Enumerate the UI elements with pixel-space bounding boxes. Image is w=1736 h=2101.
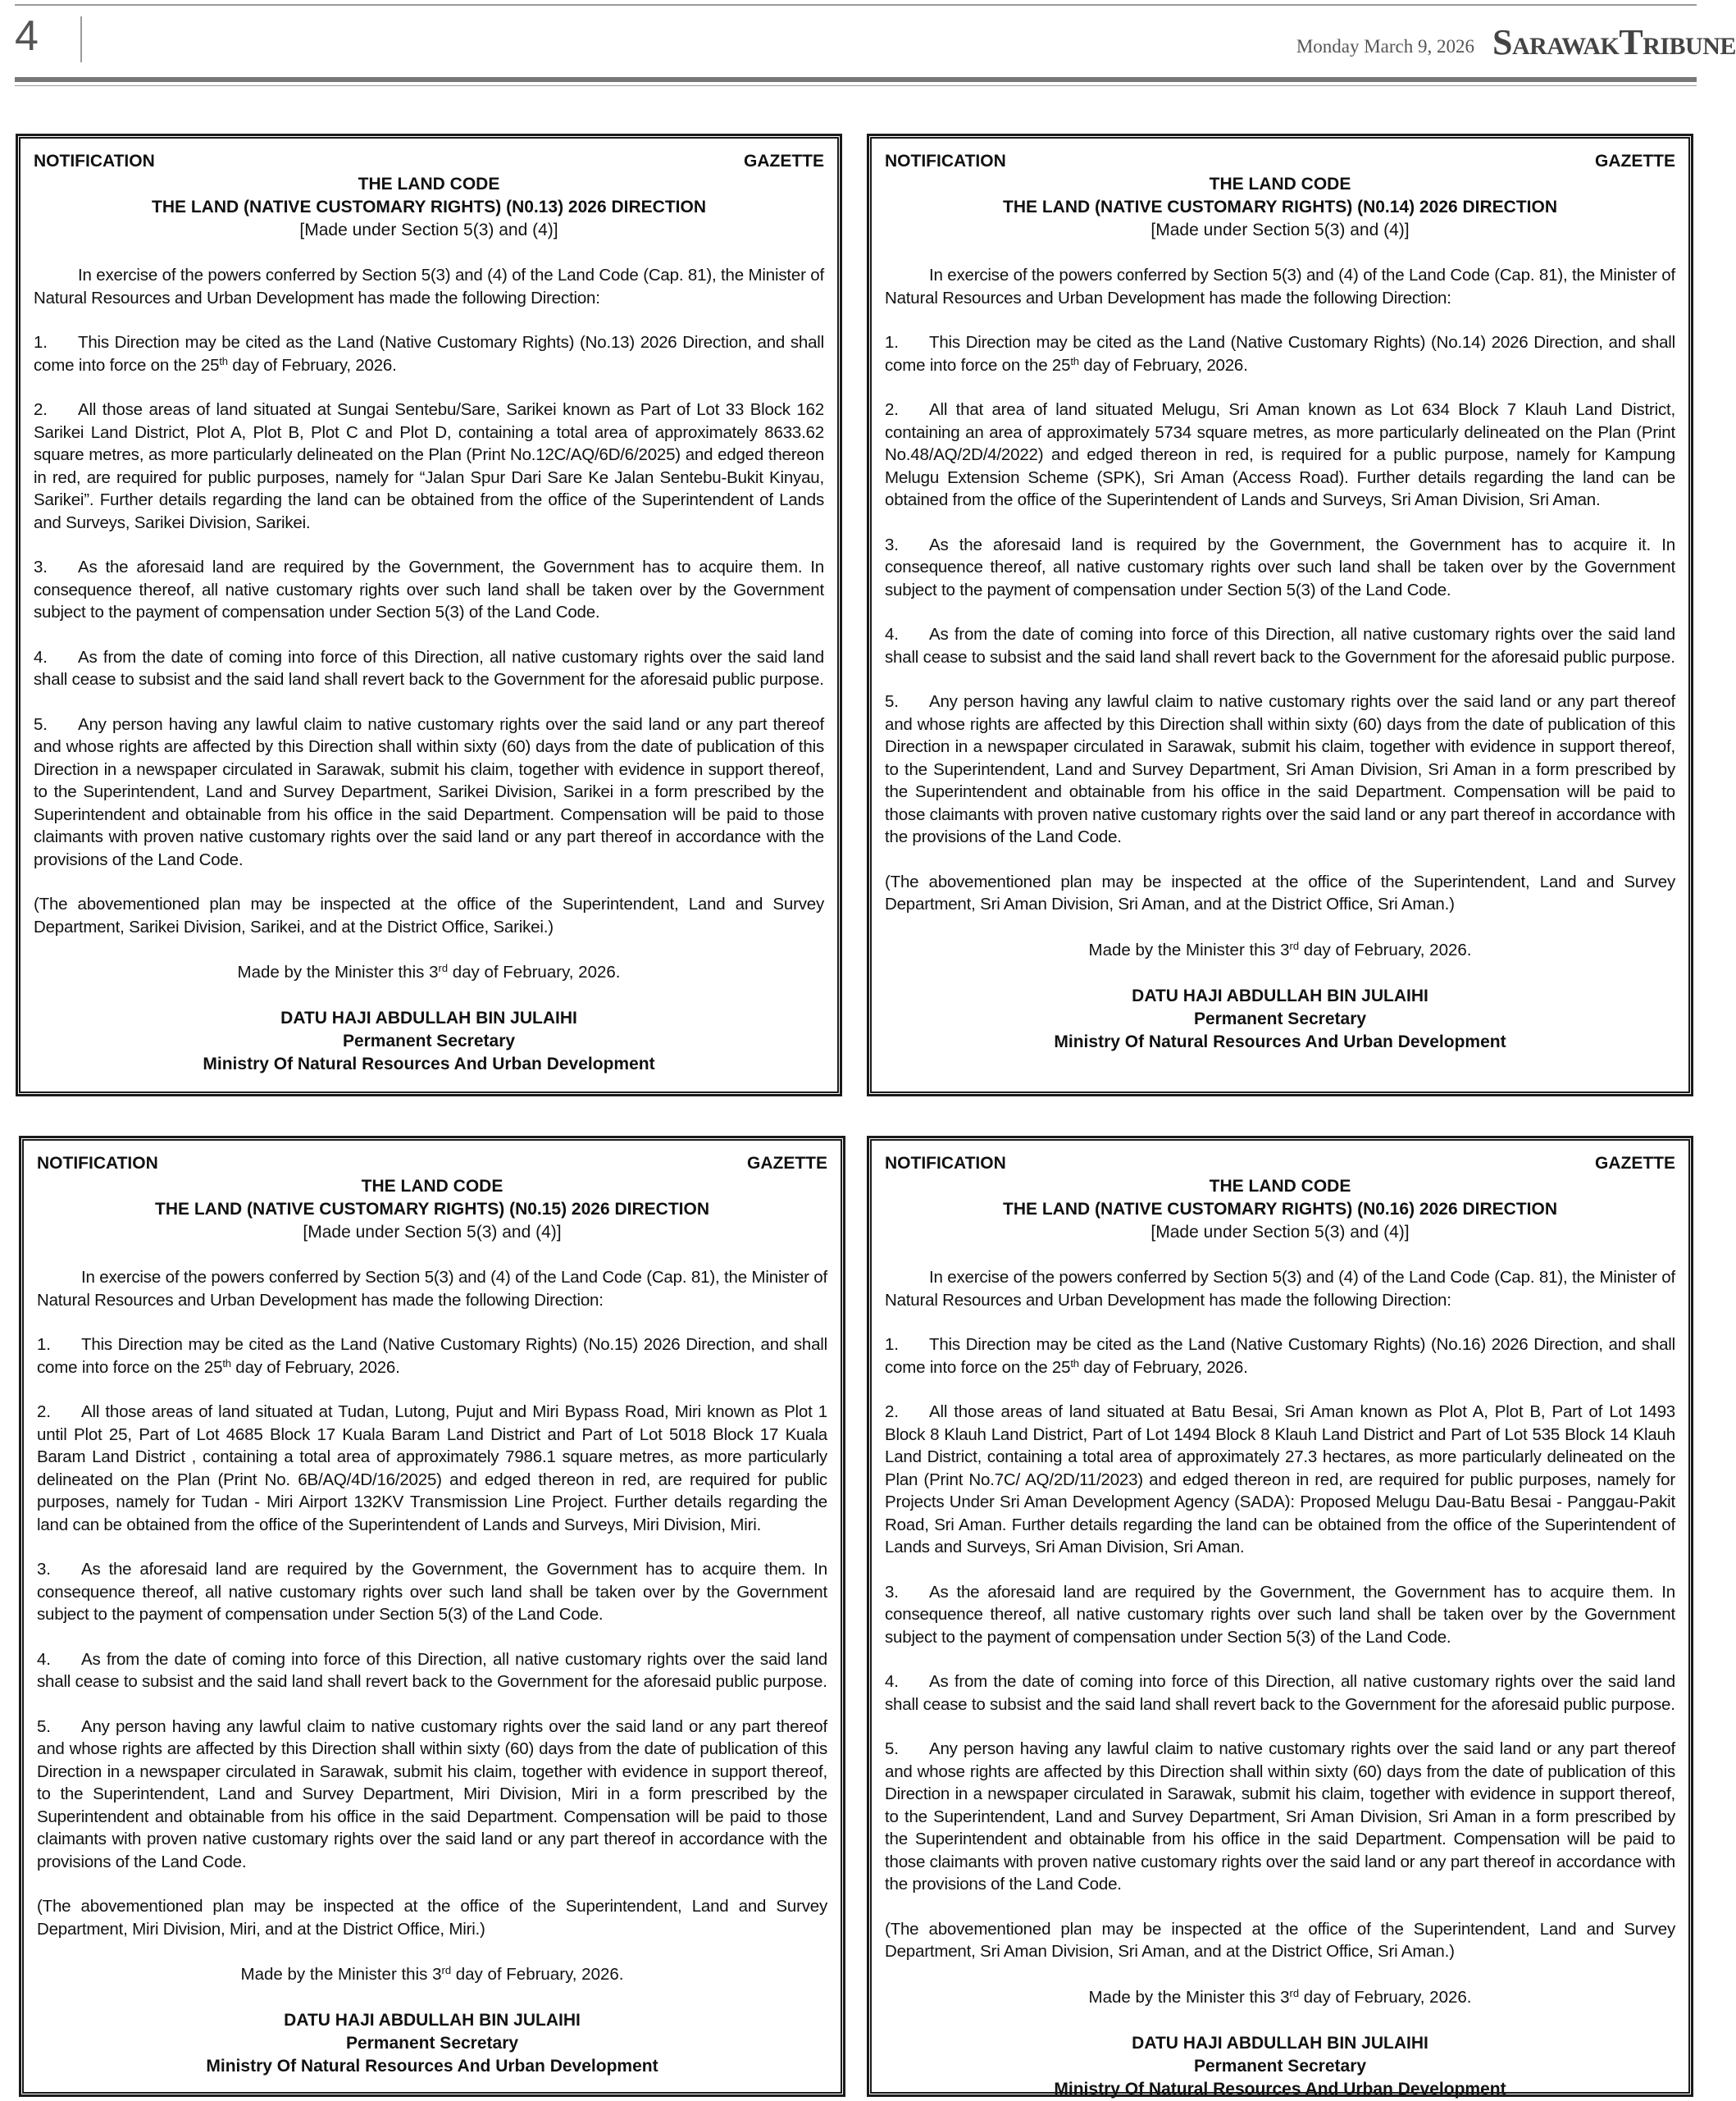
paragraph-text: This Direction may be cited as the Land (Native Customary Rights) (No.15) 2026 Direction, and shall come into force on the 25 — [37, 1335, 827, 1377]
signatory-ministry: Ministry Of Natural Resources And Urban Development — [1054, 1032, 1506, 1051]
made-text: Made by the Minister this 3 — [1088, 1987, 1290, 2007]
notice-title: THE LAND CODE — [358, 175, 500, 194]
masthead-part: ARAWAK — [1511, 33, 1620, 60]
notice-header — [885, 150, 1675, 173]
paragraph-text: This Direction may be cited as the Land (Native Customary Rights) (No.14) 2026 Direction, and shall come into force on the 25 — [885, 333, 1675, 375]
plan-inspection-note: (The abovementioned plan may be inspected at the office of the Superintendent, Land and Survey Department, Sri Aman Division, Sri Aman, and at the District Office, Sri Aman.) — [885, 872, 1675, 914]
paragraph-number: 5. — [37, 1716, 51, 1736]
paragraph-text: As from the date of coming into force of this Direction, all native customary rights over the said land shall cease to subsist and the said land shall revert back to the Government for the aforesaid public purpose. — [885, 625, 1675, 667]
made-text: Made by the Minister this 3 — [240, 1965, 442, 1984]
signatory-ministry: Ministry Of Natural Resources And Urban Development — [203, 1055, 655, 1073]
header-rule — [15, 77, 1697, 82]
header-rule-thin — [15, 85, 1697, 86]
direction-title: THE LAND (NATIVE CUSTOMARY RIGHTS) (N0.13) 2026 DIRECTION — [152, 198, 706, 216]
made-under: [Made under Section 5(3) and (4)] — [1150, 1223, 1410, 1242]
signatory-position: Permanent Secretary — [1193, 1009, 1367, 1028]
paragraph-number: 3. — [37, 1560, 51, 1579]
paragraph-number: 5. — [34, 714, 48, 734]
signatory-ministry: Ministry Of Natural Resources And Urban Development — [206, 2057, 658, 2076]
paragraph-number: 2. — [885, 400, 899, 419]
paragraph-2 — [885, 1401, 1675, 1559]
paragraph-2 — [34, 399, 824, 534]
notification-label: NOTIFICATION — [37, 1154, 158, 1173]
ordinal-suffix: th — [222, 1356, 231, 1370]
notice-header — [885, 1152, 1675, 1175]
paragraph-number: 5. — [885, 692, 899, 711]
paragraph-5 — [34, 713, 824, 872]
paragraph-text: Any person having any lawful claim to native customary rights over the said land or any part thereof and whose rights are affected by this Direction shall within sixty (60) days from the date of publication of this Direction in a newspaper circulated in Sarawak, submit his claim, together with evidence in support thereof, to the Superintendent, Land and Survey Department, Sri Aman Division, Sri Aman in a form prescribed by the Superintendent and obtainable from his office in the said Department. Compensation will be paid to those claimants with proven native customary rights over the said land or any part thereof in accordance with the provisions of the Land Code. — [885, 1739, 1675, 1894]
gazette-label: GAZETTE — [1595, 1154, 1675, 1173]
paragraph-2 — [37, 1401, 827, 1536]
gazette-notice-13 — [16, 134, 841, 1096]
plan-inspection-note: (The abovementioned plan may be inspected at the office of the Superintendent, Land and Survey Department, Miri Division, Miri, and at the District Office, Miri.) — [37, 1897, 827, 1939]
made-text: Made by the Minister this 3 — [237, 963, 439, 982]
masthead-part: S — [1492, 22, 1512, 62]
made-by-line — [34, 961, 824, 984]
paragraph-number: 4. — [34, 647, 48, 667]
paragraph-number: 5. — [885, 1739, 899, 1758]
intro-paragraph: In exercise of the powers conferred by Section 5(3) and (4) of the Land Code (Cap. 81), the Minister of Natural Resources and Urban Development has made the following Direction: — [37, 1268, 827, 1310]
paragraph-text: As the aforesaid land are required by the Government, the Government has to acquire them. In consequence thereof, all native customary rights over such land shall be taken over by the Government subject to the payment of compensation under Section 5(3) of the Land Code. — [37, 1560, 827, 1624]
paragraph-text: All that area of land situated Melugu, Sri Aman known as Lot 634 Block 7 Klauh Land District, containing an area of approximately 5734 square metres, as more particularly delineated on the Plan (Print No.48/AQ/2D/4/2022) and edged thereon in red, is required for a public purpose, namely for Kampung Melugu Extension Scheme (SPK), Sri Aman (Access Road). Further details regarding the land can be obtained from the office of the Superintendent of Lands and Surveys, Sri Aman Division, Sri Aman. — [885, 400, 1675, 509]
paragraph-text: Any person having any lawful claim to native customary rights over the said land or any part thereof and whose rights are affected by this Direction shall within sixty (60) days from the date of publication of this Direction in a newspaper circulated in Sarawak, submit his claim, together with evidence in support thereof, to the Superintendent, Land and Survey Department, Miri Division, Miri in a form prescribed by the Superintendent and obtainable from his office in the said Department. Compensation will be paid to those claimants with proven native customary rights over the said land or any part thereof in accordance with the provisions of the Land Code. — [37, 1716, 827, 1871]
plan-inspection-note: (The abovementioned plan may be inspected at the office of the Superintendent, Land and Survey Department, Sri Aman Division, Sri Aman, and at the District Office, Sri Aman.) — [885, 1919, 1675, 1961]
gazette-label: GAZETTE — [1595, 152, 1675, 171]
signatory-name: DATU HAJI ABDULLAH BIN JULAIHI — [1132, 2033, 1428, 2053]
paragraph-number: 1. — [34, 333, 48, 352]
paragraph-number: 4. — [37, 1649, 51, 1669]
issue-date: Monday March 9, 2026 — [1296, 36, 1474, 57]
direction-title: THE LAND (NATIVE CUSTOMARY RIGHTS) (N0.15) 2026 DIRECTION — [155, 1200, 709, 1219]
paragraph-number: 2. — [37, 1402, 51, 1421]
gazette-notice-14 — [868, 134, 1693, 1096]
paragraph-number: 3. — [34, 558, 48, 577]
ordinal-suffix: th — [1070, 354, 1079, 367]
signatory-name: DATU HAJI ABDULLAH BIN JULAIHI — [280, 1009, 577, 1028]
signatory-name: DATU HAJI ABDULLAH BIN JULAIHI — [284, 2011, 581, 2030]
ordinal-suffix: rd — [1289, 939, 1300, 952]
gazette-notice-16 — [868, 1137, 1693, 2099]
notification-label: NOTIFICATION — [885, 1154, 1006, 1173]
made-under: [Made under Section 5(3) and (4)] — [1150, 221, 1410, 239]
made-text: day of February, 2026. — [448, 963, 621, 982]
made-text: day of February, 2026. — [1299, 940, 1472, 959]
paragraph-1 — [34, 331, 824, 376]
signatory-ministry: Ministry Of Natural Resources And Urban Development — [1054, 2079, 1506, 2099]
paragraph-3 — [885, 1581, 1675, 1649]
paragraph-number: 4. — [885, 1672, 899, 1691]
page-number-divider — [80, 16, 82, 62]
intro-paragraph: In exercise of the powers conferred by Section 5(3) and (4) of the Land Code (Cap. 81), the Minister of Natural Resources and Urban Development has made the following Direction: — [885, 1268, 1675, 1310]
paragraph-text: As the aforesaid land are required by the Government, the Government has to acquire them. In consequence thereof, all native customary rights over such land shall be taken over by the Government subject to the payment of compensation under Section 5(3) of the Land Code. — [34, 558, 824, 622]
masthead-part: T — [1619, 22, 1643, 62]
ordinal-suffix: rd — [441, 1964, 452, 1976]
paragraph-text: As the aforesaid land is required by the Government, the Government has to acquire it. In consequence thereof, all native customary rights over such land shall be taken over by the Government subject to the payment of compensation under Section 5(3) of the Land Code. — [885, 535, 1675, 599]
notification-label: NOTIFICATION — [885, 152, 1006, 171]
paragraph-number: 1. — [885, 1335, 899, 1354]
ordinal-suffix: rd — [438, 962, 449, 974]
made-by-line — [885, 1986, 1675, 2009]
notice-title: THE LAND CODE — [1209, 175, 1351, 194]
paragraph-number: 1. — [37, 1335, 51, 1354]
paragraph-1 — [885, 1333, 1675, 1379]
paragraph-text: All those areas of land situated at Batu Besai, Sri Aman known as Plot A, Plot B, Part of Lot 1493 Block 8 Klauh Land District, Part of Lot 1494 Block 8 Klauh Land District and Part of Lot 535 Block 14 Klauh Land District, containing a total area of approximately 27.3 hectares, as more particularly delineated on the Plan (Print No.7C/ AQ/2D/11/2023) and edged thereon in red, are required for public purposes, namely for Projects Under Sri Aman Development Agency (SADA): Proposed Melugu Dau-Batu Besai - Panggau-Pakit Road, Sri Aman. Further details regarding the land can be obtained from the office of the Superintendent of Lands and Surveys, Sri Aman Division, Sri Aman. — [885, 1402, 1675, 1556]
ordinal-suffix: th — [219, 354, 228, 367]
paragraph-text: day of February, 2026. — [227, 355, 397, 375]
paragraph-4 — [885, 1670, 1675, 1716]
paragraph-5 — [37, 1716, 827, 1874]
paragraph-1 — [37, 1333, 827, 1379]
paragraph-4 — [34, 646, 824, 691]
made-under: [Made under Section 5(3) and (4)] — [299, 221, 558, 239]
paragraph-number: 3. — [885, 1582, 899, 1602]
signatory-name: DATU HAJI ABDULLAH BIN JULAIHI — [1132, 986, 1428, 1005]
paragraph-text: As from the date of coming into force of this Direction, all native customary rights over the said land shall cease to subsist and the said land shall revert back to the Government for the aforesaid public purpose. — [885, 1672, 1675, 1714]
gazette-label: GAZETTE — [747, 1154, 827, 1173]
paragraph-text: All those areas of land situated at Tudan, Lutong, Pujut and Miri Bypass Road, Miri known as Plot 1 until Plot 25, Part of Lot 4685 Block 17 Kuala Baram Land District and Part of Lot 5018 Block 17 Kuala Baram Land District , containing a total area of approximately 7986.1 square metres, as more particularly delineated on the Plan (Print No. 6B/AQ/4D/16/2025) and edged thereon in red, are required for public purposes, namely for Tudan - Miri Airport 132KV Transmission Line Project. Further details regarding the land can be obtained from the office of the Superintendent of Lands and Surveys, Miri Division, Miri. — [37, 1402, 827, 1534]
notification-label: NOTIFICATION — [34, 152, 155, 171]
made-text: Made by the Minister this 3 — [1088, 940, 1290, 959]
paragraph-number: 4. — [885, 625, 899, 644]
paragraph-3 — [885, 534, 1675, 602]
direction-title: THE LAND (NATIVE CUSTOMARY RIGHTS) (N0.14) 2026 DIRECTION — [1003, 198, 1557, 216]
made-under: [Made under Section 5(3) and (4)] — [303, 1223, 562, 1242]
masthead-part: RIBUNE — [1643, 33, 1736, 60]
signatory-position: Permanent Secretary — [342, 1032, 516, 1050]
made-by-line — [885, 939, 1675, 962]
paragraph-5 — [885, 1738, 1675, 1896]
paragraph-text: This Direction may be cited as the Land (Native Customary Rights) (No.13) 2026 Direction, and shall come into force on the 25 — [34, 333, 824, 375]
paragraph-text: day of February, 2026. — [1078, 355, 1248, 375]
paragraph-2 — [885, 399, 1675, 512]
paragraph-text: Any person having any lawful claim to native customary rights over the said land or any part thereof and whose rights are affected by this Direction shall within sixty (60) days from the date of publication of this Direction in a newspaper circulated in Sarawak, submit his claim, together with evidence in support thereof, to the Superintendent, Land and Survey Department, Sarikei Division, Sarikei in a form prescribed by the Superintendent and obtainable from his office in the said Department. Compensation will be paid to those claimants with proven native customary rights over the said land or any part thereof in accordance with the provisions of the Land Code. — [34, 714, 824, 869]
paragraph-3 — [34, 556, 824, 624]
paragraph-text: As the aforesaid land are required by the Government, the Government has to acquire them. In consequence thereof, all native customary rights over such land shall be taken over by the Government subject to the payment of compensation under Section 5(3) of the Land Code. — [885, 1582, 1675, 1647]
ordinal-suffix: th — [1070, 1356, 1079, 1370]
paragraph-text: day of February, 2026. — [230, 1357, 400, 1377]
paragraph-4 — [37, 1648, 827, 1693]
plan-inspection-note: (The abovementioned plan may be inspected at the office of the Superintendent, Land and Survey Department, Sarikei Division, Sarikei, and at the District Office, Sarikei.) — [34, 895, 824, 937]
paragraph-number: 3. — [885, 535, 899, 554]
paragraph-text: All those areas of land situated at Sungai Sentebu/Sare, Sarikei known as Part of Lot 33 Block 162 Sarikei Land District, Plot A, Plot B, Plot C and Plot D, containing a total area of approximately 8633.62 square metres, as more particularly delineated on the Plan (Print No.12C/AQ/6D/6/2025) and edged thereon in red, are required for public purposes, namely for “Jalan Spur Dari Sare Ke Jalan Sentebu-Bukit Kinyau, Sarikei”. Further details regarding the land can be obtained from the office of the Superintendent of Lands and Surveys, Sarikei Division, Sarikei. — [34, 400, 824, 532]
made-text: day of February, 2026. — [1299, 1987, 1472, 2007]
paragraph-1 — [885, 331, 1675, 376]
gazette-notice-15 — [20, 1137, 845, 2096]
intro-paragraph: In exercise of the powers conferred by Section 5(3) and (4) of the Land Code (Cap. 81), the Minister of Natural Resources and Urban Development has made the following Direction: — [885, 266, 1675, 308]
paragraph-3 — [37, 1558, 827, 1626]
signatory-position: Permanent Secretary — [1193, 2056, 1367, 2076]
direction-title: THE LAND (NATIVE CUSTOMARY RIGHTS) (N0.16) 2026 DIRECTION — [1003, 1200, 1557, 1219]
paragraph-text: day of February, 2026. — [1078, 1357, 1248, 1377]
paragraph-number: 2. — [885, 1402, 899, 1421]
paragraph-text: Any person having any lawful claim to native customary rights over the said land or any part thereof and whose rights are affected by this Direction shall within sixty (60) days from the date of publication of this Direction in a newspaper circulated in Sarawak, submit his claim, together with evidence in support thereof, to the Superintendent, Land and Survey Department, Sri Aman Division, Sri Aman in a form prescribed by the Superintendent and obtainable from his office in the said Department. Compensation will be paid to those claimants with proven native customary rights over the said land or any part thereof in accordance with the provisions of the Land Code. — [885, 692, 1675, 846]
paragraph-text: This Direction may be cited as the Land (Native Customary Rights) (No.16) 2026 Direction, and shall come into force on the 25 — [885, 1335, 1675, 1377]
paragraph-text: As from the date of coming into force of this Direction, all native customary rights over the said land shall cease to subsist and the said land shall revert back to the Government for the aforesaid public purpose. — [37, 1649, 827, 1691]
paragraph-number: 1. — [885, 333, 899, 352]
notice-header — [37, 1152, 827, 1175]
paragraph-5 — [885, 690, 1675, 849]
newspaper-masthead — [1492, 22, 1736, 62]
made-by-line — [37, 1963, 827, 1986]
paragraph-4 — [885, 623, 1675, 668]
paragraph-text: As from the date of coming into force of this Direction, all native customary rights over the said land shall cease to subsist and the said land shall revert back to the Government for the aforesaid public purpose. — [34, 647, 824, 689]
top-rule — [15, 4, 1697, 6]
notice-header — [34, 150, 824, 173]
page-number: 4 — [15, 12, 39, 60]
gazette-label: GAZETTE — [744, 152, 824, 171]
signatory-position: Permanent Secretary — [345, 2034, 519, 2053]
paragraph-number: 2. — [34, 400, 48, 419]
intro-paragraph: In exercise of the powers conferred by Section 5(3) and (4) of the Land Code (Cap. 81), the Minister of Natural Resources and Urban Development has made the following Direction: — [34, 266, 824, 308]
ordinal-suffix: rd — [1289, 1986, 1300, 1999]
notice-title: THE LAND CODE — [1209, 1177, 1351, 1196]
made-text: day of February, 2026. — [451, 1965, 624, 1984]
notice-title: THE LAND CODE — [361, 1177, 503, 1196]
